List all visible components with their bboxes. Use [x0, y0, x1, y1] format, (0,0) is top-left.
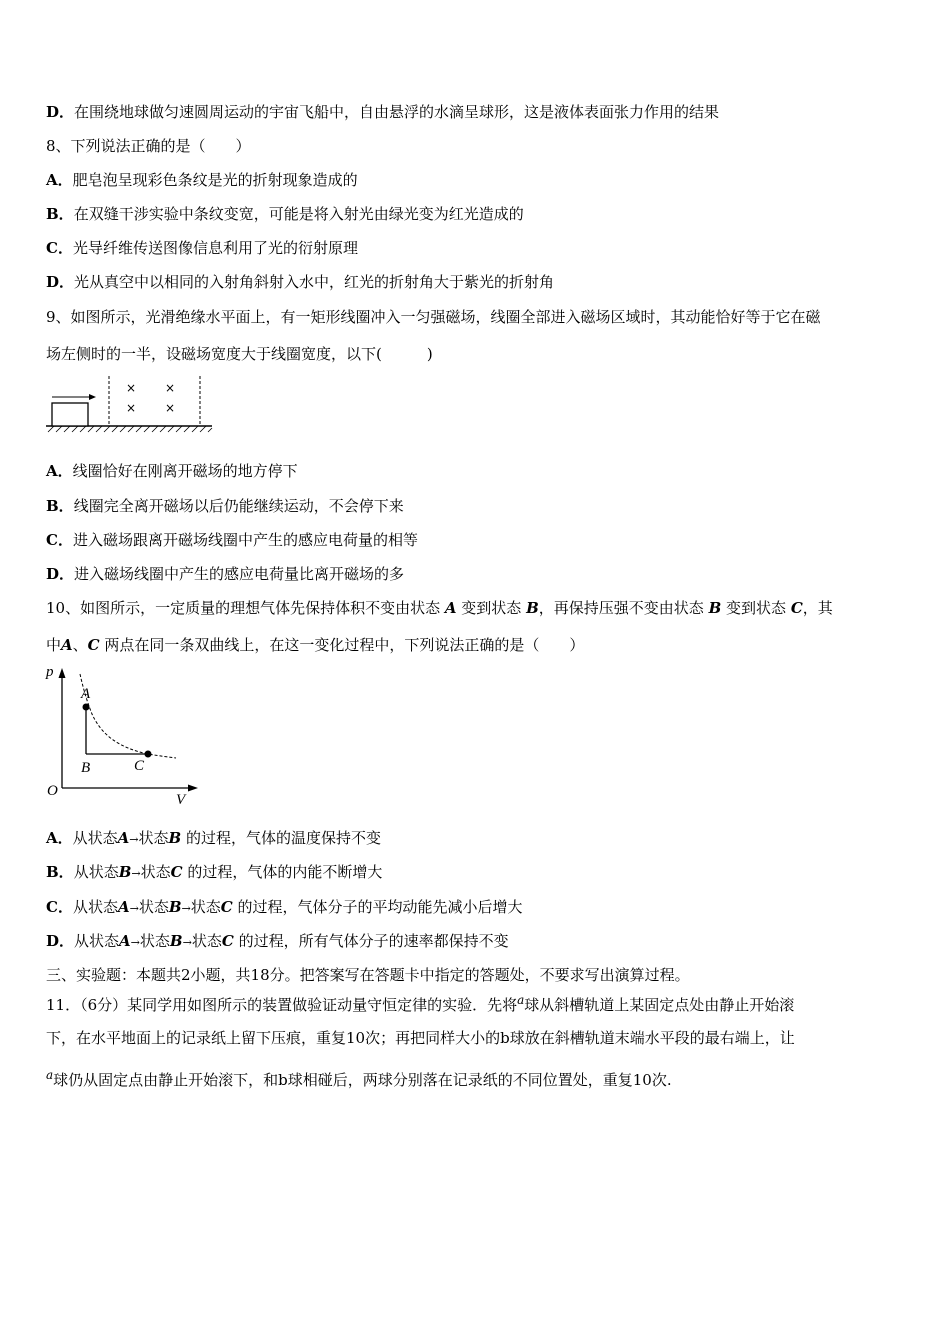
- q10-option-c: [46, 897, 523, 919]
- option-letter: C．: [46, 531, 73, 549]
- q11-line3: [46, 1065, 672, 1090]
- q8-option-d: [46, 272, 554, 292]
- stem-text: 10、如图所示，一定质量的理想气体先保持体积不变由状态: [46, 599, 441, 617]
- label-a: A: [81, 686, 91, 702]
- stem-text: ，再保持压强不变由状态: [538, 599, 704, 617]
- option-text: 的过程，所有气体分子的速率都保持不变: [238, 932, 509, 950]
- option-text: 光从真空中以相同的入射角斜射入水中，红光的折射角大于紫光的折射角: [74, 273, 555, 291]
- option-text: 从状态: [72, 829, 118, 847]
- q9-option-b: [46, 496, 404, 516]
- state-b: B: [708, 599, 722, 617]
- option-letter: D．: [46, 932, 75, 950]
- option-text: 从状态: [72, 898, 118, 916]
- state-a: A: [444, 599, 457, 617]
- option-text: 的过程，气体分子的平均动能先减小后增大: [237, 898, 523, 916]
- q8-option-b: [46, 204, 524, 224]
- q10-option-a: [46, 828, 381, 850]
- option-text: 在围绕地球做匀速圆周运动的宇宙飞船中，自由悬浮的水滴呈球形，这是液体表面张力作用的结果: [74, 103, 720, 121]
- option-text: 状态: [190, 898, 221, 916]
- q9-figure-magnetic-field: [46, 372, 216, 436]
- option-text: 状态: [138, 829, 169, 847]
- q9-option-c: [46, 530, 418, 550]
- label-p: p: [46, 664, 54, 680]
- q8-stem: 8、下列说法正确的是（ ）: [46, 137, 251, 155]
- arrow-icon: →: [181, 902, 191, 915]
- option-text: 进入磁场线圈中产生的感应电荷量比离开磁场的多: [74, 565, 405, 583]
- q8-option-a: [46, 170, 358, 190]
- option-text: 从状态: [73, 863, 119, 881]
- stem-text: 两点在同一条双曲线上，在这一变化过程中，下列说法正确的是（ ）: [104, 636, 585, 654]
- option-letter: D．: [46, 273, 75, 291]
- stem-text: 中: [46, 636, 62, 654]
- arrow-icon: →: [129, 833, 139, 846]
- state-b: B: [168, 829, 182, 847]
- stem-text: 变到状态: [461, 599, 522, 617]
- option-text: 光导纤维传送图像信息利用了光的衍射原理: [72, 239, 358, 257]
- q10-stem-line1: [46, 598, 833, 618]
- option-text: 状态: [138, 898, 169, 916]
- ball-a-variable: a: [517, 993, 525, 1007]
- ball-a-variable: a: [46, 1068, 54, 1082]
- label-c: C: [134, 758, 145, 774]
- state-c: C: [87, 636, 100, 654]
- option-letter: D．: [46, 565, 75, 583]
- option-letter: B．: [46, 205, 74, 223]
- option-letter: B．: [46, 497, 74, 515]
- option-text: 的过程，气体的内能不断增大: [187, 863, 383, 881]
- option-letter: A．: [46, 171, 73, 189]
- state-a: A: [117, 898, 130, 916]
- velocity-arrowhead: [89, 394, 96, 400]
- q9-option-a: [46, 461, 298, 481]
- stem-text: ，其: [802, 599, 833, 617]
- option-text: 进入磁场跟离开磁场线圈中产生的感应电荷量的相等: [72, 531, 418, 549]
- q11-text: 球仍从固定点由静止开始滚下，和b球相碰后，两球分别落在记录纸的不同位置处，重复10次.: [53, 1071, 672, 1089]
- option-letter: A．: [46, 462, 73, 480]
- arrow-icon: →: [182, 936, 192, 949]
- q10-option-d: [46, 931, 509, 953]
- option-text: 的过程，气体的温度保持不变: [186, 829, 382, 847]
- state-c: C: [221, 932, 234, 950]
- field-mark: ×: [164, 401, 176, 415]
- option-text: 状态: [139, 932, 170, 950]
- q10-figure-pv-diagram: [44, 662, 204, 806]
- option-text: 在双缝干涉实验中条纹变宽，可能是将入射光由绿光变为红光造成的: [73, 205, 524, 223]
- state-a: A: [61, 636, 73, 654]
- stem-text: 变到状态: [726, 599, 787, 617]
- option-text: 线圈完全离开磁场以后仍能继续运动，不会停下来: [73, 497, 404, 515]
- arrow-icon: →: [131, 867, 141, 880]
- state-b: B: [118, 863, 132, 881]
- q11-text: 球从斜槽轨道上某固定点处由静止开始滚: [524, 996, 795, 1014]
- point-c: [145, 751, 152, 758]
- arrow-icon: →: [129, 902, 139, 915]
- label-o: O: [47, 783, 58, 799]
- field-mark: ×: [125, 401, 137, 415]
- option-text: 线圈恰好在刚离开磁场的地方停下: [72, 462, 298, 480]
- q9-stem-line2: 场左侧时的一半，设磁场宽度大于线圈宽度，以下( ): [46, 345, 433, 363]
- section-3-heading: 三、实验题：本题共2小题，共18分。把答案写在答题卡中指定的答题处，不要求写出演算过程。: [46, 966, 690, 984]
- q11-text: 11．（6分）某同学用如图所示的装置做验证动量守恒定律的实验．先将: [46, 996, 518, 1014]
- state-a: A: [117, 829, 130, 847]
- q9-stem-line1: 9、如图所示，光滑绝缘水平面上，有一矩形线圈冲入一匀强磁场，线圈全部进入磁场区域时，其动能恰好等于它在磁: [46, 308, 821, 326]
- label-v: V: [176, 792, 186, 808]
- state-a: A: [119, 932, 131, 950]
- option-text: 状态: [191, 932, 222, 950]
- option-text: 从状态: [74, 932, 120, 950]
- p-axis-arrowhead: [59, 668, 66, 678]
- arrow-icon: →: [130, 936, 140, 949]
- q8-option-c: [46, 238, 358, 258]
- option-letter: B．: [46, 863, 74, 881]
- option-text: 肥皂泡呈现彩色条纹是光的折射现象造成的: [72, 171, 358, 189]
- q11-line2: 下，在水平地面上的记录纸上留下压痕，重复10次；再把同样大小的b球放在斜槽轨道末端水平段的最右端上，让: [46, 1029, 795, 1047]
- q11-line1: [46, 990, 794, 1015]
- option-letter: A．: [46, 829, 73, 847]
- state-c: C: [790, 599, 803, 617]
- point-a: [83, 704, 90, 711]
- state-c: C: [170, 863, 183, 881]
- state-c: C: [220, 898, 233, 916]
- q7-option-d: [46, 102, 719, 122]
- isotherm-curve: [80, 674, 176, 758]
- option-letter: C．: [46, 239, 73, 257]
- option-text: 状态: [140, 863, 171, 881]
- q10-option-b: [46, 862, 382, 884]
- v-axis-arrowhead: [188, 785, 198, 792]
- field-mark: ×: [125, 381, 137, 395]
- state-b: B: [526, 599, 539, 617]
- state-b: B: [168, 898, 182, 916]
- coil-rectangle: [52, 403, 88, 426]
- state-b: B: [169, 932, 183, 950]
- option-letter: C．: [46, 898, 73, 916]
- ground-hatching: [48, 426, 212, 432]
- field-mark: ×: [164, 381, 176, 395]
- q10-stem-line2: [46, 635, 584, 655]
- q9-option-d: [46, 564, 404, 584]
- stem-text: 、: [72, 636, 88, 654]
- option-letter: D．: [46, 103, 75, 121]
- label-b: B: [81, 760, 91, 776]
